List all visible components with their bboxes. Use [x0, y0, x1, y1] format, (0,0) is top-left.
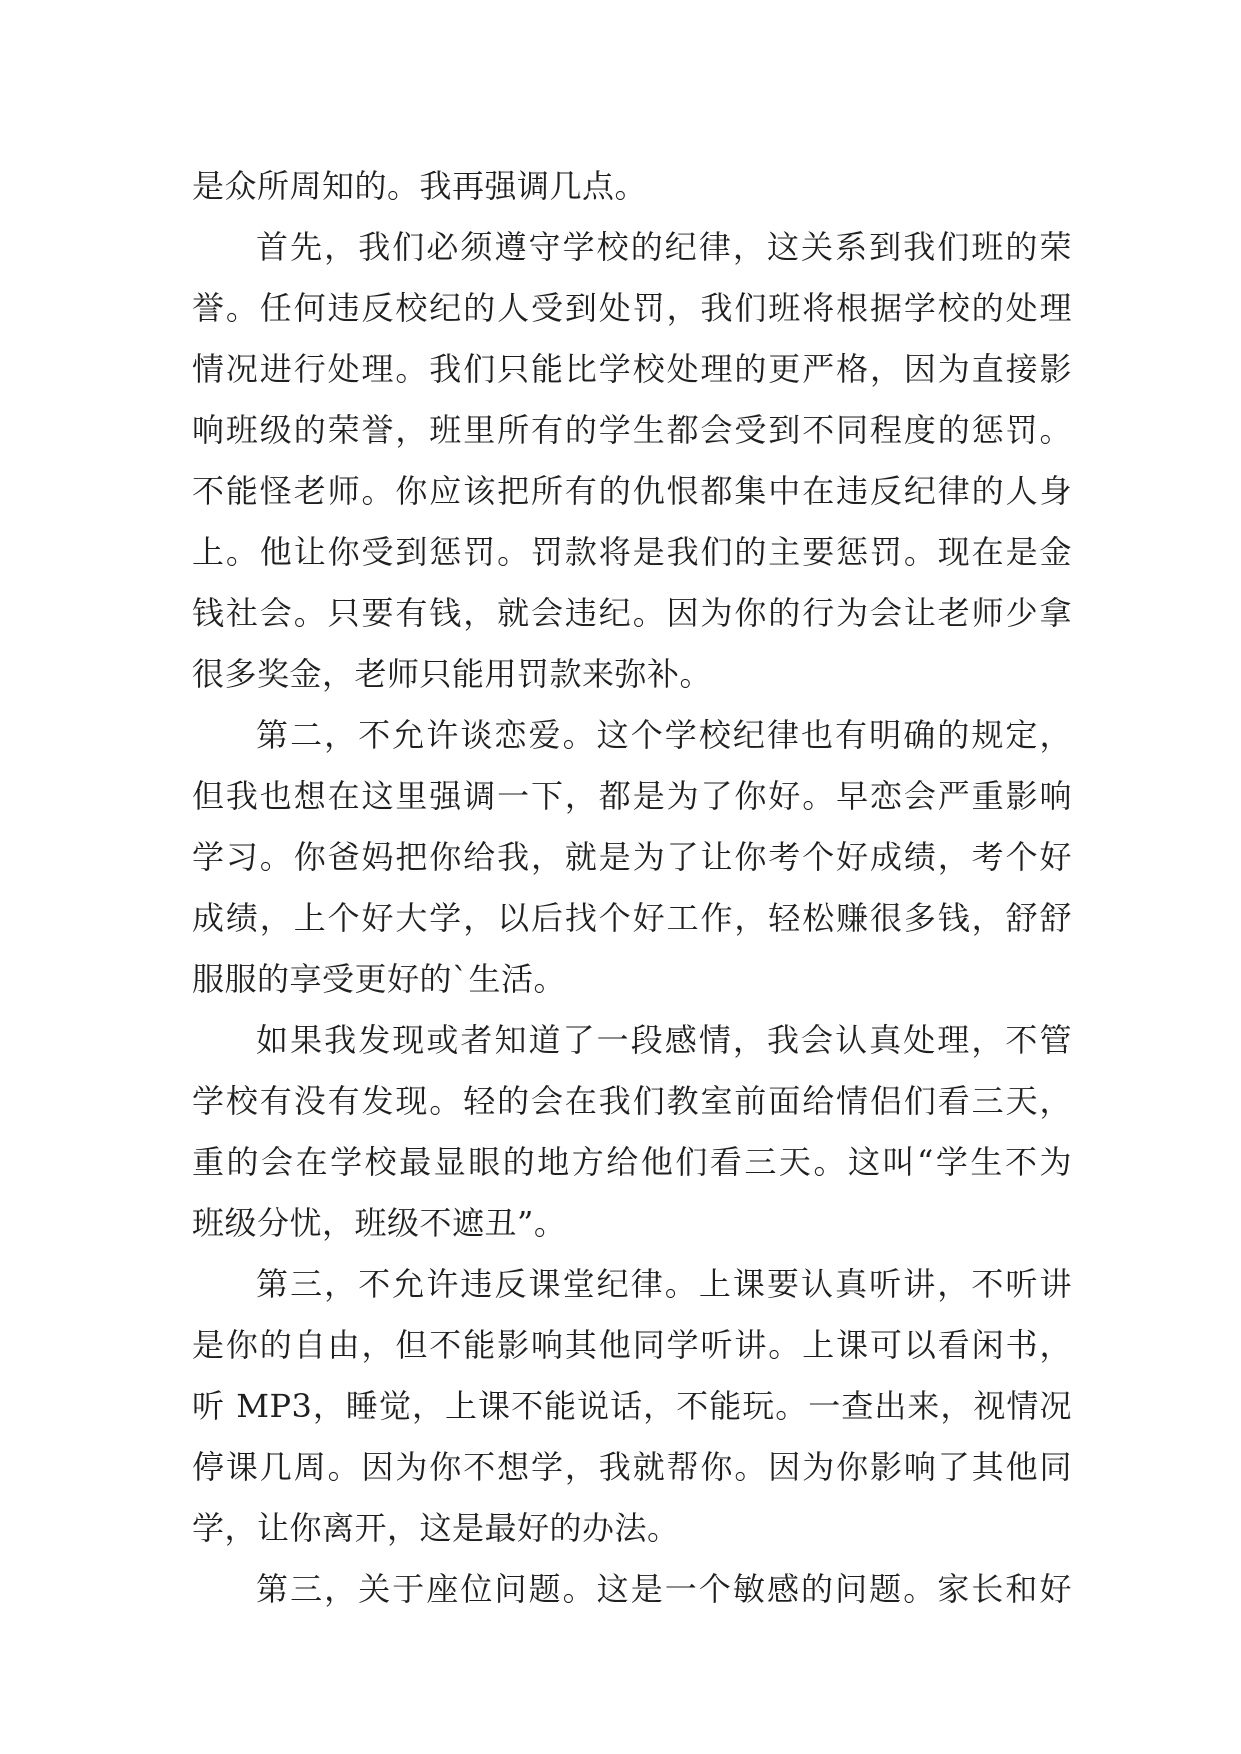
text-line: 是众所周知的。我再强调几点。	[192, 167, 648, 205]
text-line: 班级分忧，班级不遮丑”。	[192, 1204, 567, 1242]
document-body	[192, 156, 1072, 1620]
text-line: 听 MP3，睡觉，上课不能说话，不能玩。一查出来，视情况	[192, 1387, 1072, 1425]
text-line: 重的会在学校最显眼的地方给他们看三天。这叫“学生不为	[192, 1143, 1072, 1181]
text-line: 上。他让你受到惩罚。罚款将是我们的主要惩罚。现在是金	[192, 533, 1072, 571]
text-line: 但我也想在这里强调一下，都是为了你好。早恋会严重影响	[192, 777, 1072, 815]
text-line: 钱社会。只要有钱，就会违纪。因为你的行为会让老师少拿	[192, 594, 1072, 632]
text-line: 学，让你离开，这是最好的办法。	[192, 1509, 680, 1547]
text-line: 响班级的荣誉，班里所有的学生都会受到不同程度的惩罚。	[192, 411, 1072, 449]
text-line: 如果我发现或者知道了一段感情，我会认真处理，不管	[256, 1021, 1072, 1059]
text-line: 很多奖金，老师只能用罚款来弥补。	[192, 655, 713, 693]
text-line: 学习。你爸妈把你给我，就是为了让你考个好成绩，考个好	[192, 838, 1072, 876]
text-line: 第二，不允许谈恋爱。这个学校纪律也有明确的规定，	[256, 716, 1072, 754]
text-line: 情况进行处理。我们只能比学校处理的更严格，因为直接影	[192, 350, 1072, 388]
text-line: 是你的自由，但不能影响其他同学听讲。上课可以看闲书，	[192, 1326, 1072, 1364]
text-line: 服服的享受更好的`生活。	[192, 960, 567, 998]
text-line: 成绩，上个好大学，以后找个好工作，轻松赚很多钱，舒舒	[192, 899, 1072, 937]
text-line: 第三，关于座位问题。这是一个敏感的问题。家长和好	[256, 1570, 1072, 1608]
text-line: 第三，不允许违反课堂纪律。上课要认真听讲，不听讲	[256, 1265, 1072, 1303]
text-line: 学校有没有发现。轻的会在我们教室前面给情侣们看三天，	[192, 1082, 1072, 1120]
text-line: 首先，我们必须遵守学校的纪律，这关系到我们班的荣	[256, 228, 1072, 266]
text-line: 不能怪老师。你应该把所有的仇恨都集中在违反纪律的人身	[192, 472, 1072, 510]
text-line: 誉。任何违反校纪的人受到处罚，我们班将根据学校的处理	[192, 289, 1072, 327]
text-line: 停课几周。因为你不想学，我就帮你。因为你影响了其他同	[192, 1448, 1072, 1486]
